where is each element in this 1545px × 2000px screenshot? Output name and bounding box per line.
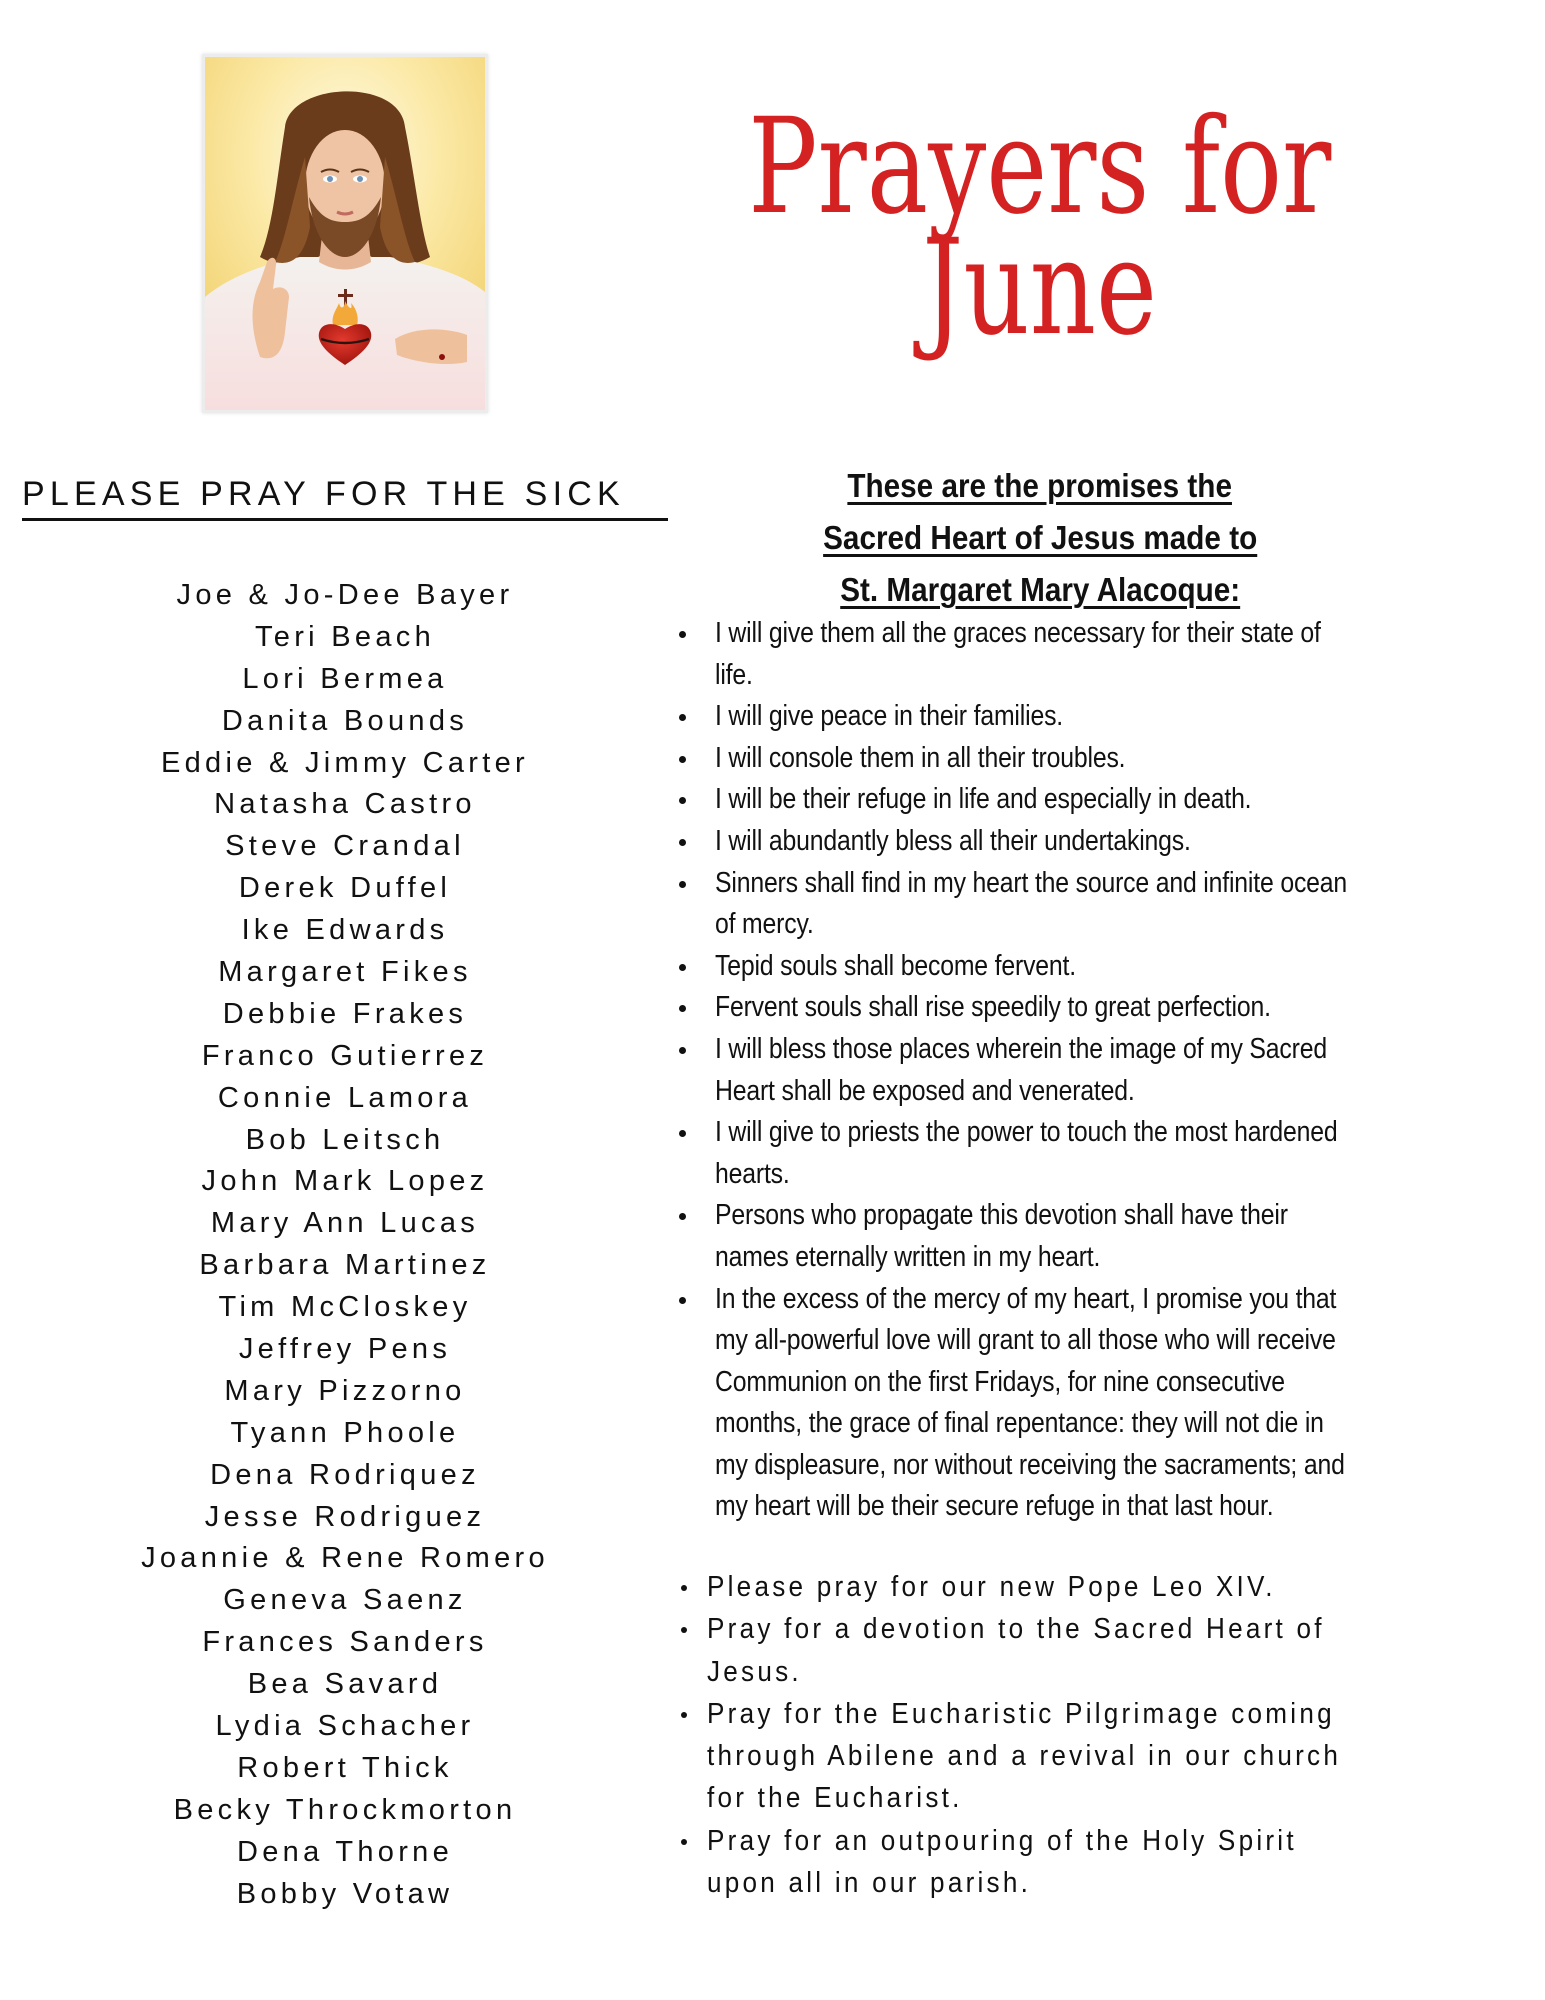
sick-name-item: Barbara Martinez (199, 1249, 491, 1282)
promise-item-line: I will console them in all their troubles. (715, 741, 1126, 774)
bullet-icon (681, 1820, 689, 1862)
bullet-icon (681, 1693, 689, 1735)
promise-item (670, 1029, 1530, 1112)
sick-name-item: Dena Rodriquez (210, 1458, 480, 1491)
sick-name-item: Derek Duffel (238, 872, 452, 905)
sick-names-list (90, 575, 600, 1916)
sick-name-item: Danita Bounds (221, 704, 469, 737)
sick-name-item: Teri Beach (254, 620, 435, 653)
promise-item-line: I will give to priests the power to touch the most hardened (715, 1116, 1338, 1149)
promise-item-line: my all-powerful love will grant to all those who will receive (715, 1324, 1336, 1357)
promises-heading-line (720, 460, 1360, 512)
promise-item (670, 821, 1530, 863)
bullet-icon (679, 863, 687, 905)
promise-item-line: hearts. (715, 1157, 790, 1190)
sick-list-heading-underline (22, 518, 668, 521)
sick-name-item: Lori Bermea (242, 662, 448, 695)
sick-name-item: Natasha Castro (214, 788, 476, 821)
promise-item (670, 696, 1530, 738)
promises-heading-text: Sacred Heart of Jesus made to (822, 519, 1258, 556)
sick-name-item: Mary Pizzorno (224, 1374, 466, 1407)
bullet-icon (679, 1112, 687, 1154)
page-title-text: Prayers for (748, 90, 1332, 244)
bullet-icon (681, 1608, 689, 1650)
promise-item-line: names eternally written in my heart. (715, 1240, 1101, 1273)
promise-item (670, 738, 1530, 780)
sick-name-item: Franco Gutierrez (201, 1039, 489, 1072)
promise-item (670, 863, 1530, 946)
promise-item-line: I will give peace in their families. (715, 700, 1064, 733)
intention-item-line: through Abilene and a revival in our church (707, 1740, 1342, 1773)
promise-item-line: In the excess of the mercy of my heart, I promise you that (715, 1282, 1337, 1315)
promise-item-line: Sinners shall find in my heart the source and infinite ocean (715, 866, 1348, 899)
intention-item-line: Pray for a devotion to the Sacred Heart of (707, 1613, 1325, 1646)
promise-item-line: Heart shall be exposed and venerated. (715, 1074, 1135, 1107)
promises-heading (720, 460, 1360, 616)
sick-name-item: Frances Sanders (202, 1626, 488, 1659)
intention-item (670, 1608, 1530, 1693)
promise-item-line: my heart will be their secure refuge in that last hour. (715, 1490, 1274, 1523)
sick-name-item: Lydia Schacher (215, 1710, 475, 1743)
promise-item (670, 1195, 1530, 1278)
promise-item-line: Persons who propagate this devotion shall have their (715, 1199, 1288, 1232)
promise-item (670, 1279, 1530, 1529)
sick-name-item: Geneva Saenz (223, 1584, 467, 1617)
sick-name-item: Bob Leitsch (245, 1123, 445, 1156)
promise-item-line: I will be their refuge in life and especially in death. (715, 783, 1252, 816)
promise-item-line: I will abundantly bless all their undertakings. (715, 824, 1191, 857)
promises-heading-line (720, 564, 1360, 616)
promise-item-line: I will give them all the graces necessary for their state of (715, 617, 1321, 649)
sick-name-item: Tyann Phoole (230, 1416, 460, 1449)
bullet-icon (679, 987, 687, 1029)
intention-item-line: Please pray for our new Pope Leo XIV. (707, 1571, 1276, 1603)
intention-item-line: Pray for the Eucharistic Pilgrimage coming (707, 1697, 1335, 1730)
sick-name-item: Ike Edwards (241, 914, 449, 947)
bullet-icon (679, 696, 687, 738)
sick-name-item: Jesse Rodriguez (204, 1500, 486, 1533)
sick-name-item: Debbie Frakes (222, 997, 468, 1030)
page-title-month: June (922, 211, 1158, 365)
sick-name-item: Jeffrey Pens (238, 1333, 452, 1366)
promise-item (670, 779, 1530, 821)
bullet-icon (679, 779, 687, 821)
intention-item-line: Jesus. (707, 1655, 802, 1688)
promises-heading-text: St. Margaret Mary Alacoque: (840, 571, 1240, 608)
promise-item-line: I will bless those places wherein the image of my Sacred (715, 1032, 1327, 1065)
page-title-line-2 (640, 213, 1440, 363)
bullet-icon (679, 1279, 687, 1321)
bullet-icon (679, 613, 687, 655)
promise-item (670, 1112, 1530, 1195)
intention-item (670, 1566, 1530, 1608)
intention-item-line: for the Eucharist. (707, 1782, 963, 1815)
prayer-intentions-list (670, 1566, 1530, 1904)
promise-item (670, 987, 1530, 1029)
promises-heading-line (720, 512, 1360, 564)
sick-name-item: Bobby Votaw (236, 1877, 454, 1910)
intention-item-line: upon all in our parish. (707, 1867, 1032, 1900)
sick-name-item: Mary Ann Lucas (210, 1207, 480, 1240)
sick-name-item: Steve Crandal (225, 830, 465, 863)
sick-name-item: Tim McCloskey (218, 1291, 472, 1324)
promise-item-line: Fervent souls shall rise speedily to great perfection. (715, 991, 1271, 1024)
sacred-heart-portrait-image (205, 57, 485, 410)
intention-item (670, 1693, 1530, 1820)
promise-item-line: of mercy. (715, 908, 814, 941)
promise-item (670, 946, 1530, 988)
bullet-icon (679, 1029, 687, 1071)
promises-heading-text: These are the promises the (847, 467, 1233, 504)
promise-item-line: my displeasure, nor without receiving the sacraments; and (715, 1448, 1345, 1481)
sick-name-item: Connie Lamora (217, 1081, 473, 1114)
sick-name-item: Bea Savard (247, 1668, 443, 1701)
sick-name-item: John Mark Lopez (201, 1165, 489, 1198)
intention-item-line: Pray for an outpouring of the Holy Spirit (707, 1824, 1297, 1857)
sick-name-item: Joe & Jo-Dee Bayer (176, 579, 514, 611)
bullet-icon (681, 1566, 689, 1608)
bullet-icon (679, 821, 687, 863)
sick-name-item: Dena Thorne (236, 1835, 454, 1868)
sick-list-heading: PLEASE PRAY FOR THE SICK (22, 475, 625, 513)
promise-item-line: months, the grace of final repentance: they will not die in (715, 1407, 1324, 1440)
bullet-icon (679, 738, 687, 780)
intention-item (670, 1820, 1530, 1905)
promise-item (670, 613, 1530, 696)
sick-name-item: Eddie & Jimmy Carter (160, 746, 529, 779)
promises-list (670, 613, 1530, 1528)
promise-item-line: Communion on the first Fridays, for nine consecutive (715, 1365, 1285, 1398)
sick-name-item: Becky Throckmorton (173, 1793, 517, 1826)
bullet-icon (679, 1195, 687, 1237)
sick-name-item: Joannie & Rene Romero (141, 1542, 549, 1575)
promise-item-line: life. (715, 658, 753, 691)
bullet-icon (679, 946, 687, 988)
promise-item-line: Tepid souls shall become fervent. (715, 949, 1076, 982)
sick-name-item: Margaret Fikes (218, 956, 472, 989)
sick-name-item: Robert Thick (237, 1751, 453, 1784)
